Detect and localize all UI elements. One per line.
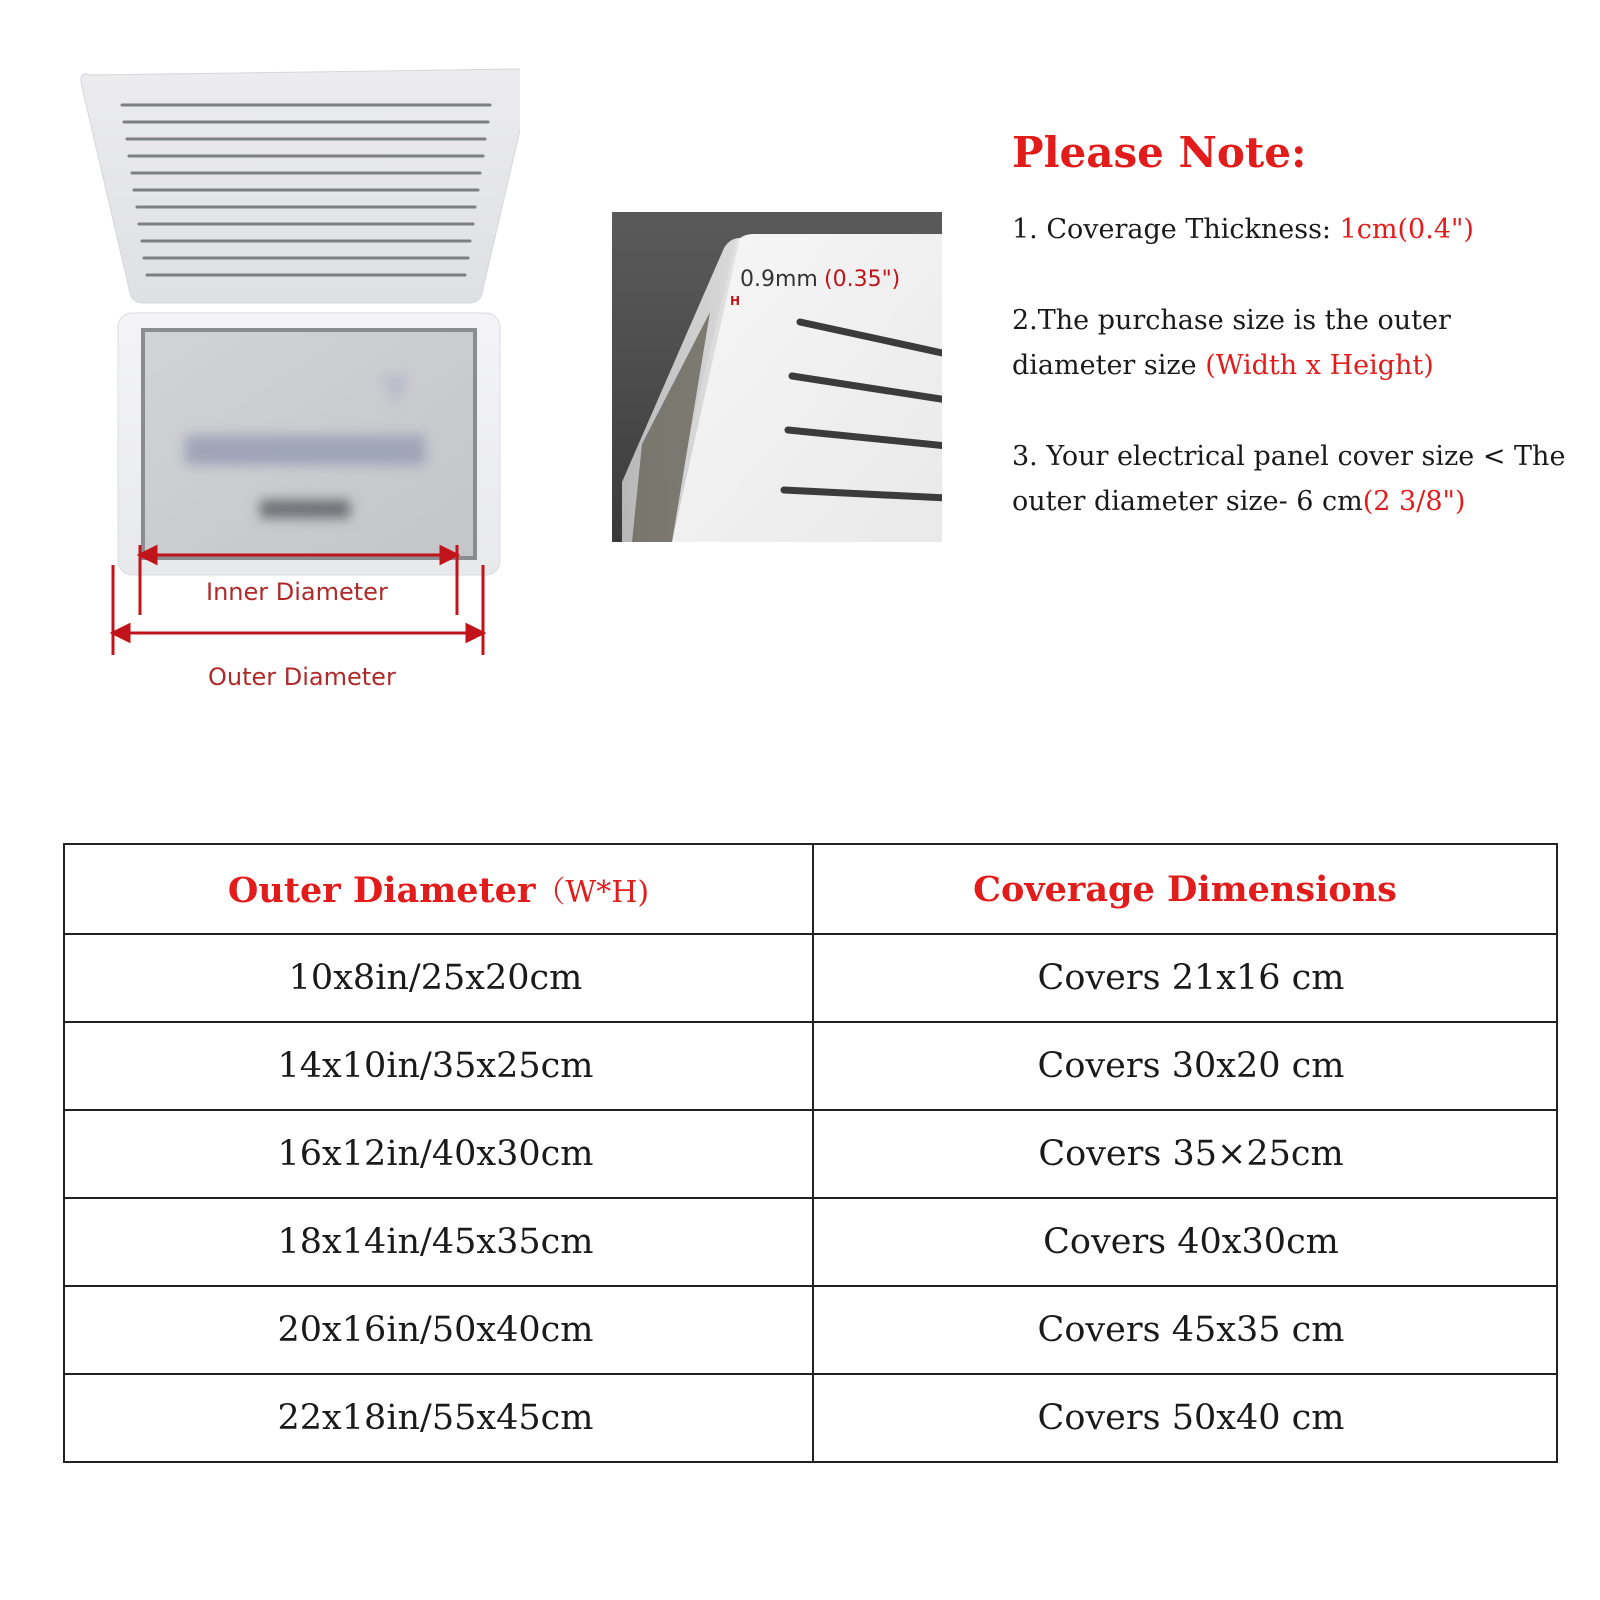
table-row [64,1374,1557,1462]
panel-cover-illustration [60,55,520,715]
coverage-cell: Covers 30x20 cm [813,1022,1557,1110]
coverage-cell: Covers 35×25cm [813,1110,1557,1198]
note-item-purchase-size [1012,298,1572,388]
thickness-marker: H [730,294,741,308]
thickness-inches-label: (0.35") [824,267,901,292]
table-header-row [64,844,1557,934]
table-row [64,1286,1557,1374]
corner-thickness-photo [612,212,942,542]
note-item-text: 3. Your electrical panel cover size < The outer diameter size- 6 cm [1012,441,1566,517]
header-outer-diameter [64,844,813,934]
header-coverage-dimensions: Coverage Dimensions [813,844,1557,934]
note-item-highlight: (Width x Height) [1205,350,1434,381]
coverage-cell: Covers 50x40 cm [813,1374,1557,1462]
corner-photo-drawing [612,212,942,542]
note-item-thickness [1012,207,1572,252]
please-note-block [1012,128,1572,570]
header-outer-diameter-label: Outer Diameter [227,870,536,911]
table-row [64,934,1557,1022]
note-item-highlight: 1cm(0.4") [1339,214,1474,245]
thickness-value-label: 0.9mm [740,267,818,292]
note-item-highlight: (2 3/8") [1362,486,1466,517]
outer-size-cell: 20x16in/50x40cm [64,1286,813,1374]
table-row [64,1110,1557,1198]
outer-size-cell: 22x18in/55x45cm [64,1374,813,1462]
size-table [63,843,1558,1463]
panel-cover-drawing [60,55,520,655]
header-outer-diameter-suffix: （W*H) [535,875,650,910]
note-item-text: 2.The purchase size is the outer diameter size [1012,305,1451,381]
outer-size-cell: 14x10in/35x25cm [64,1022,813,1110]
coverage-cell: Covers 45x35 cm [813,1286,1557,1374]
table-row [64,1022,1557,1110]
note-item-text: 1. Coverage Thickness: [1012,214,1340,245]
note-item-panel-size [1012,434,1572,524]
outer-size-cell: 18x14in/45x35cm [64,1198,813,1286]
table-row [64,1198,1557,1286]
coverage-cell: Covers 40x30cm [813,1198,1557,1286]
outer-diameter-label: Outer Diameter [208,663,396,691]
outer-size-cell: 16x12in/40x30cm [64,1110,813,1198]
outer-size-cell: 10x8in/25x20cm [64,934,813,1022]
inner-diameter-label: Inner Diameter [206,578,388,606]
note-title: Please Note: [1012,128,1307,177]
coverage-cell: Covers 21x16 cm [813,934,1557,1022]
